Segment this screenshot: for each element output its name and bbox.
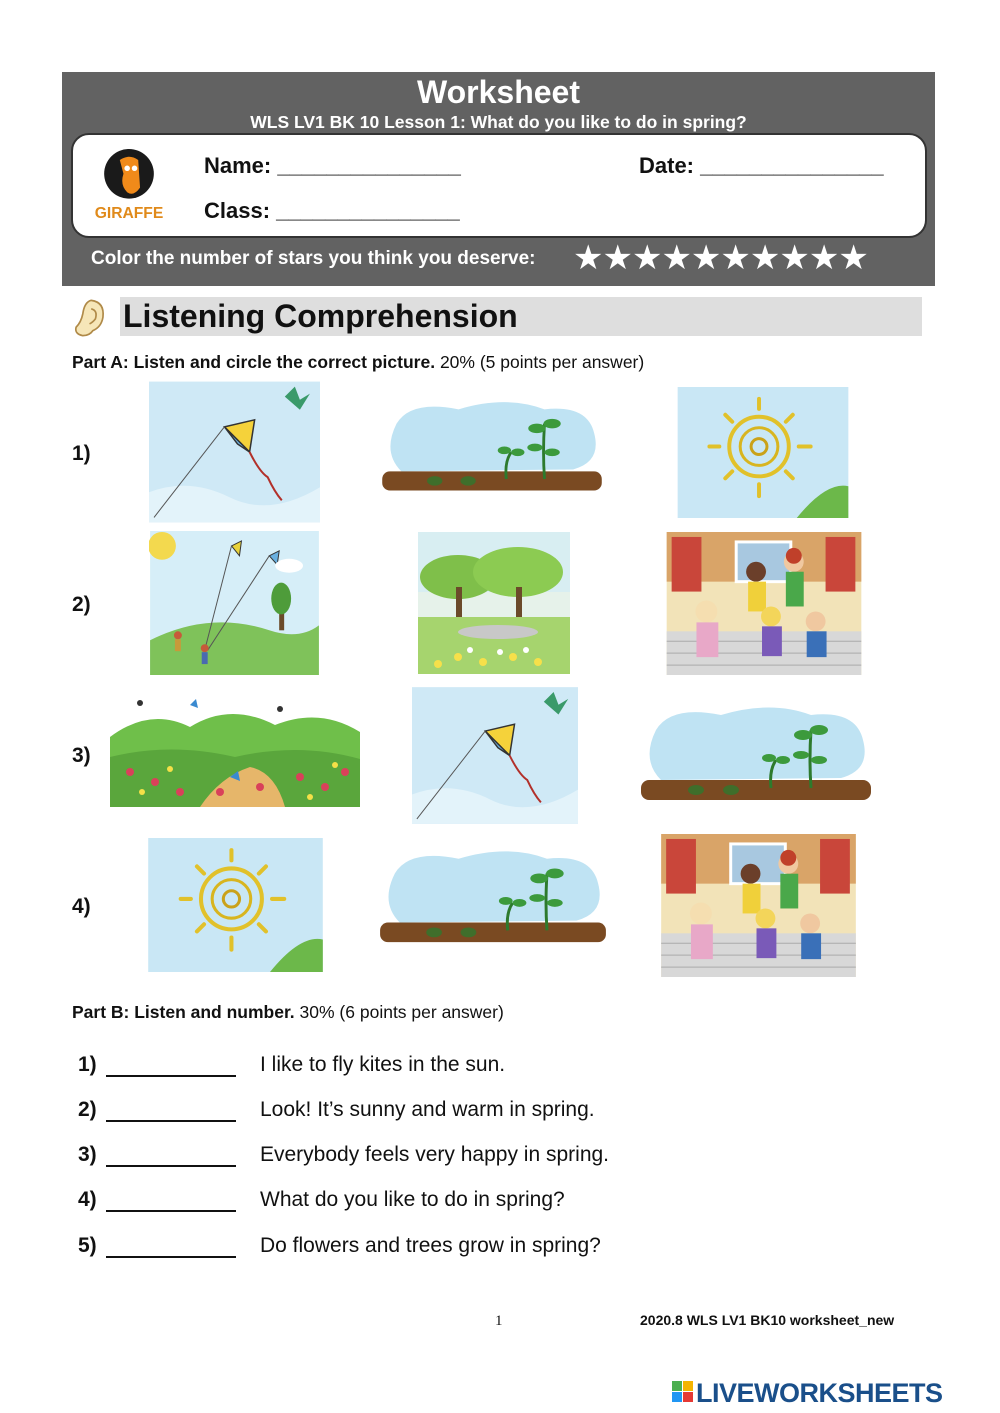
question-number: 1) bbox=[72, 442, 91, 465]
page-number: 1 bbox=[495, 1313, 503, 1329]
part-b-instruction: Part B: Listen and number. bbox=[72, 1002, 295, 1022]
part-a-heading bbox=[72, 352, 644, 373]
item-number: 3) bbox=[78, 1143, 97, 1166]
worksheet-title: Worksheet bbox=[416, 74, 580, 110]
answer-blank[interactable] bbox=[106, 1165, 236, 1167]
sprout-picture[interactable] bbox=[630, 700, 882, 810]
happy-kids-picture[interactable] bbox=[666, 532, 862, 675]
class-field[interactable]: Class: _______________ bbox=[204, 198, 460, 223]
liveworksheets-brand[interactable]: LIVEWORKSHEETS bbox=[696, 1378, 943, 1408]
giraffe-logo bbox=[83, 143, 175, 223]
answer-blank[interactable] bbox=[106, 1256, 236, 1258]
item-sentence: Do flowers and trees grow in spring? bbox=[260, 1234, 601, 1257]
section-title: Listening Comprehension bbox=[123, 298, 518, 334]
part-b-points: 30% (6 points per answer) bbox=[294, 1002, 504, 1022]
sprout-picture[interactable] bbox=[377, 395, 607, 500]
happy-kids-picture[interactable] bbox=[660, 834, 857, 977]
liveworksheets-logo-icon bbox=[672, 1381, 694, 1403]
date-field[interactable]: Date: _______________ bbox=[639, 153, 884, 178]
item-sentence: What do you like to do in spring? bbox=[260, 1188, 565, 1211]
kite-hill-picture[interactable] bbox=[149, 531, 320, 675]
item-number: 1) bbox=[78, 1053, 97, 1076]
sun-picture[interactable] bbox=[148, 838, 323, 972]
worksheet-subtitle: WLS LV1 BK 10 Lesson 1: What do you like to do in spring? bbox=[250, 112, 747, 132]
flower-field-picture[interactable] bbox=[110, 697, 360, 807]
ear-icon bbox=[66, 295, 108, 341]
park-picture[interactable] bbox=[418, 532, 570, 674]
part-a-instruction: Part A: Listen and circle the correct picture. bbox=[72, 352, 436, 372]
document-code: 2020.8 WLS LV1 BK10 worksheet_new bbox=[640, 1312, 895, 1328]
answer-blank[interactable] bbox=[106, 1210, 236, 1212]
item-number: 5) bbox=[78, 1234, 97, 1257]
star-rating[interactable]: ★★★★★★★★★★ bbox=[573, 239, 868, 277]
item-sentence: Look! It’s sunny and warm in spring. bbox=[260, 1098, 595, 1121]
kite-picture[interactable] bbox=[149, 381, 320, 523]
item-sentence: I like to fly kites in the sun. bbox=[260, 1053, 506, 1076]
part-a-points: 20% (5 points per answer) bbox=[435, 352, 645, 372]
part-b-heading bbox=[72, 1002, 504, 1023]
sun-picture[interactable] bbox=[677, 387, 849, 518]
sprout-picture[interactable] bbox=[377, 844, 609, 952]
answer-blank[interactable] bbox=[106, 1075, 236, 1077]
question-number: 4) bbox=[72, 895, 91, 918]
answer-blank[interactable] bbox=[106, 1120, 236, 1122]
item-number: 2) bbox=[78, 1098, 97, 1121]
student-info-box bbox=[71, 133, 927, 238]
worksheet-header bbox=[62, 72, 935, 286]
section-title-bar bbox=[120, 297, 922, 336]
stars-prompt: Color the number of stars you think you deserve: bbox=[91, 248, 536, 269]
name-field[interactable]: Name: _______________ bbox=[204, 153, 461, 178]
item-sentence: Everybody feels very happy in spring. bbox=[260, 1143, 610, 1166]
kite-picture[interactable] bbox=[412, 684, 578, 827]
question-number: 3) bbox=[72, 744, 91, 767]
item-number: 4) bbox=[78, 1188, 97, 1211]
question-number: 2) bbox=[72, 593, 91, 616]
